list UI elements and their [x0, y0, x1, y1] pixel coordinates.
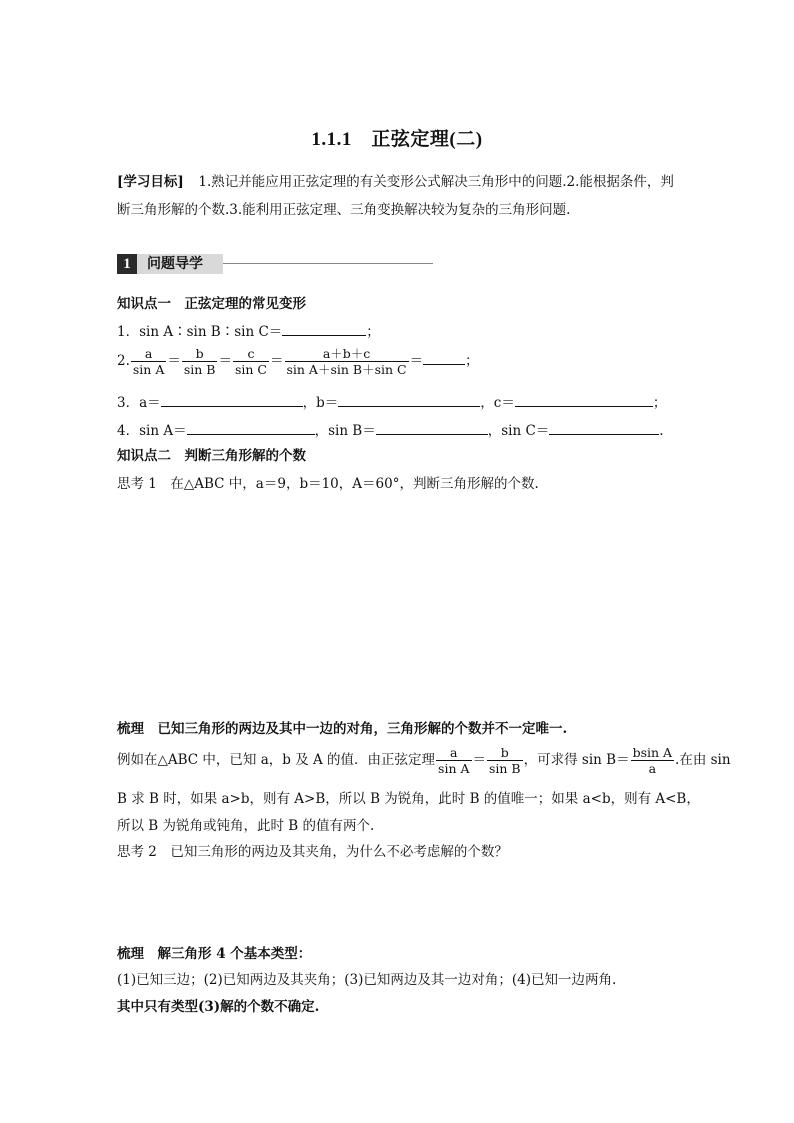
- fraction-b-over-sinB: [487, 745, 523, 776]
- example-text: .在由 sin: [675, 752, 731, 768]
- think-question-2: 思考 2 已知三角形的两边及其夹角，为什么不必考虑解的个数？: [117, 844, 508, 860]
- formula-item-4-b: ，sin B＝: [314, 423, 376, 439]
- fraction-a-over-sinA: [436, 745, 471, 776]
- formula-item-4-suffix: .: [659, 423, 664, 439]
- answer-blank: [549, 421, 659, 435]
- formula-item-4-prefix: 4．sin A＝: [117, 423, 187, 439]
- fraction-c-over-sinC: [233, 346, 269, 377]
- fraction-denominator: sin B: [183, 362, 216, 377]
- example-line-3: 所以 B 为锐角或钝角，此时 B 的值有两个.: [117, 818, 375, 834]
- types-note: 其中只有类型(3)解的个数不确定.: [117, 999, 320, 1015]
- fraction-b-over-sinB: [182, 346, 218, 377]
- answer-blank: [282, 322, 366, 336]
- fraction-numerator: a＋b＋c: [285, 346, 409, 362]
- fraction-numerator: b: [487, 745, 523, 761]
- fraction-numerator: bsin A: [632, 745, 673, 760]
- answer-blank: [338, 393, 480, 407]
- example-line-2: B 求 B 时，如果 a>b，则有 A>B，所以 B 为锐角，此时 B 的值唯一；如果 a<b，则有 A<B，: [117, 791, 700, 807]
- fraction-bsinA-over-a: [631, 745, 674, 776]
- fraction-numerator: b: [182, 346, 218, 362]
- answer-blank: [187, 421, 315, 435]
- equals-sign: ＝: [409, 353, 424, 369]
- knowledge-point-1-heading: 知识点一 正弦定理的常见变形: [117, 296, 306, 312]
- equals-sign: ＝: [218, 353, 232, 369]
- formula-item-1: [117, 322, 380, 342]
- summary-1: 梳理 已知三角形的两边及其中一边的对角，三角形解的个数并不一定唯一.: [117, 721, 568, 737]
- equals-sign: ＝: [472, 752, 486, 768]
- formula-item-2: [117, 346, 479, 377]
- section-title: 问题导学: [137, 254, 223, 274]
- formula-item-1-text: 1．sin A∶sin B∶sin C＝: [117, 324, 283, 340]
- fraction-denominator: sin A: [438, 761, 470, 776]
- equals-sign: ＝: [270, 353, 284, 369]
- answer-blank: [161, 393, 303, 407]
- fraction-sum-over-sines: [285, 346, 409, 377]
- formula-item-4-c: ，sin C＝: [487, 423, 550, 439]
- fraction-denominator: a: [648, 761, 657, 776]
- section-divider: [223, 263, 433, 264]
- fraction-a-over-sinA: [131, 346, 166, 377]
- example-text: 例如在△ABC 中，已知 a，b 及 A 的值．由正弦定理: [117, 752, 436, 768]
- formula-item-3-c: ，c＝: [480, 395, 515, 411]
- formula-item-2-suffix: ；: [465, 353, 479, 369]
- formula-item-3-suffix: ；: [652, 395, 667, 411]
- formula-item-3-prefix: 3．a＝: [117, 395, 161, 411]
- fraction-numerator: a: [131, 346, 166, 362]
- learning-goals-text-1: 1.熟记并能应用正弦定理的有关变形公式解决三角形中的问题.2.能根据条件，判: [198, 174, 674, 190]
- answer-blank: [515, 393, 653, 407]
- example-text: ，可求得 sin B＝: [523, 752, 630, 768]
- example-line-1: [117, 745, 731, 776]
- learning-goals-text-2: 断三角形解的个数.3.能利用正弦定理、三角变换解决较为复杂的三角形问题.: [117, 202, 571, 218]
- problem-types: (1)已知三边；(2)已知两边及其夹角；(3)已知两边及其一边对角；(4)已知一边两角.: [117, 972, 617, 988]
- fraction-denominator: sin C: [234, 362, 267, 377]
- think-question-1: 思考 1 在△ABC 中，a＝9，b＝10，A＝60°，判断三角形解的个数.: [117, 476, 539, 492]
- formula-item-3: [117, 393, 666, 413]
- fraction-denominator: sin A＋sin B＋sin C: [286, 362, 407, 377]
- page-title: 1.1.1 正弦定理(二): [311, 129, 483, 150]
- fraction-denominator: sin B: [489, 761, 521, 776]
- summary-2: 梳理 解三角形 4 个基本类型：: [117, 946, 312, 962]
- answer-blank: [376, 421, 488, 435]
- learning-goals-line-1: [117, 172, 674, 192]
- fraction-denominator: sin A: [132, 362, 165, 377]
- formula-item-2-prefix: 2.: [117, 353, 130, 369]
- learning-goals-label: [学习目标]: [117, 174, 184, 190]
- fraction-numerator: a: [436, 745, 471, 761]
- formula-item-1-suffix: ；: [366, 324, 380, 340]
- section-number-badge: 1: [117, 254, 137, 274]
- formula-item-3-b: ，b＝: [302, 395, 339, 411]
- knowledge-point-2-heading: 知识点二 判断三角形解的个数: [117, 448, 306, 464]
- fraction-numerator: c: [233, 346, 269, 362]
- equals-sign: ＝: [167, 353, 181, 369]
- answer-blank: [423, 351, 465, 365]
- formula-item-4: [117, 421, 664, 441]
